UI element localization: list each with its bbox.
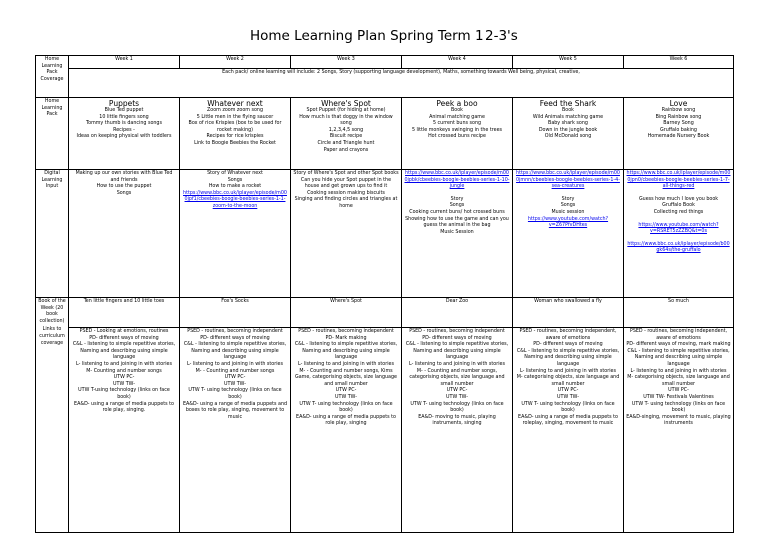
curriculum-line: PD- Mark making [325,335,367,341]
curriculum-line: M- - Counting and number songs, Kims Game, categorising objects, size language and small number [295,368,397,387]
pack-title: Whatever next [207,99,263,108]
curriculum-line: PD- different ways of moving [533,342,603,348]
book-cell: Dear Zoo [402,298,513,328]
curriculum-line: C&L - listening to simple repetitive stories, Naming and describing using simple language [183,342,287,361]
curriculum-line: EA&D-singing, movement to music, playing instruments [626,414,731,427]
pack-line: Down in the jungle book [538,127,598,133]
curriculum-line: UTW PC- [668,388,689,394]
curriculum-cell [513,328,624,533]
pack-cell [624,98,734,170]
digital-cell [291,170,402,298]
book-cell: So much [624,298,734,328]
plan-title: Home Learning Plan Spring Term 1 [250,28,484,44]
pack-line: Ideas on keeping physical with toddlers [76,134,172,140]
digital-line: How to use the puppet [96,184,152,190]
curriculum-line: EA&D- moving to music, playing instruments, singing [418,414,496,427]
digital-line: Story [561,196,575,202]
pack-cell [69,98,180,170]
gruffalo-link[interactable]: https://www.bbc.co.uk/iplayer/episode/b00gk64s/the-gruffalo [627,241,730,254]
digital-line: Cooking current buns/ hot crossed buns [409,209,505,215]
curriculum-line: UTW TW- [557,394,579,400]
book-cell: Fox's Socks [180,298,291,328]
pack-cell [180,98,291,170]
curriculum-line: EA&D- using a range of media puppets to role play, singing. [74,401,174,414]
curriculum-line: L- listening to and joining in with stories [520,368,616,374]
pack-line: Spot Puppet (for hiding at home) [306,108,386,113]
curriculum-line: PSED - routines, becoming independent, aware of emotions [519,329,617,341]
curriculum-line: UTW T- using technology (links on face book) [188,388,282,400]
pack-line: Recipes - [113,127,135,133]
week-header: Week 3 [291,56,402,69]
book-cell: Woman who swallowed a fly [513,298,624,328]
digital-line: Singing and finding circles and triangles at home [294,197,398,209]
curriculum-line: UTW TW- [113,381,135,387]
pack-line: Paper and crayons [323,147,369,153]
curriculum-cell [180,328,291,533]
curriculum-line: EA&D- using a range of media puppets and boxes to role play, singing, movement to music [182,401,288,420]
boogie-beebies-link[interactable]: https://www.bbc.co.uk/iplayer/episode/m000jpbk/cbeebies-boogie-beebies-series-1-10-jungle [404,171,510,190]
curriculum-line: M- - Counting and number songs [195,368,275,374]
label-book-text: Book of the Week (20 book collection) [38,299,66,324]
curriculum-line: UTW T- using technology (links on face book) [299,401,393,414]
curriculum-line: C&L - listening to simple repetitive stories, Naming and describing using simple language [405,342,509,361]
curriculum-line: PSED - Looking at emotions, routines [79,329,169,334]
curriculum-line: PSED - routines, becoming independent [409,329,505,334]
pack-title: Puppets [108,99,140,108]
digital-cell [69,170,180,298]
digital-line: Songs [560,203,576,209]
pack-line: Hot crossed buns recipe [428,134,486,140]
pack-line: 5 little monkeys swinging in the trees [411,127,503,133]
label-curriculum-text: Links to curriculum coverage [39,327,65,346]
curriculum-line: PD- different ways of moving [200,335,270,341]
pack-line: Bing Rainbow song [655,114,702,120]
pack-line: Book [562,108,574,113]
curriculum-line: PD- different ways of moving, mark making [626,342,731,348]
week-header: Week 4 [402,56,513,69]
pack-line: Circle and Triangle hunt [317,140,375,146]
digital-line: Story of Where's Spot and other Spot books [293,171,399,176]
digital-line: Guess how much I love you book [638,196,719,202]
pack-line: Biscuit recipe [329,134,363,140]
digital-line: Songs [227,177,243,183]
digital-row [36,170,734,298]
coverage-row [36,69,734,98]
pack-title: Where's Spot [321,99,371,108]
curriculum-line: PSED - routines, becoming independent [187,329,283,334]
book-cell: Ten little fingers and 10 little toes [69,298,180,328]
pack-line: Homemade Nursery Book [647,134,710,140]
curriculum-line: UTW T- using technology (links on face book) [521,401,615,414]
youtube-link[interactable]: https://www.youtube.com/watch?v=Z67PfvDHtes [527,216,609,229]
digital-line: Songs [449,203,465,209]
boogie-beebies-link[interactable]: https://www.bbc.co.uk/iplayer/episode/m000jmnn/cbeebies-boogie-beebies-series-1-4-sea-creatures [516,171,620,190]
digital-cell [180,170,291,298]
label-pack: Home Learning Pack [36,98,69,170]
curriculum-cell [69,328,180,533]
curriculum-line: M- categorising objects, size language and small number [627,375,730,387]
curriculum-line: M- - Counting and number songs, categorising objects, size language and small number [409,368,505,387]
curriculum-cell [624,328,734,533]
curriculum-line: UTW PC- [224,375,246,381]
plan-table [35,55,734,533]
pack-title: Peek a boo [436,99,478,108]
curriculum-line: UTW PC- [446,388,468,394]
week-header: Week 1 [69,56,180,69]
pack-row [36,98,734,170]
curriculum-cell [291,328,402,533]
age-group: 2-3's [485,28,518,44]
pack-line: Barney Song [663,121,694,127]
pack-line: Link to Boogie Beebies the Rocket [194,140,276,146]
digital-line: Cooking session making biscuits [307,190,385,196]
pack-line: Tommy thumb is dancing songs [86,121,162,127]
pack-cell [291,98,402,170]
header-row [36,56,734,69]
curriculum-line: C&L - listening to simple repetitive stories, Naming and describing using simple language [72,342,176,361]
book-row [36,298,734,328]
curriculum-line: UTW T- using technology (links on face book) [410,401,504,414]
digital-line: Gruffalo Book [662,203,695,209]
book-cell: Where's Spot [291,298,402,328]
pack-line: 5 current buns song [432,121,482,127]
week-header: Week 2 [180,56,291,69]
digital-line: Can you hide your Spot puppet in the house and get grown ups to find it [300,177,392,190]
pack-cell [402,98,513,170]
pack-line: Book [451,108,463,113]
pack-line: Recipes for rice krispies [206,134,264,140]
digital-line: Story [450,196,464,202]
curriculum-line: C&L - listening to simple repetitive stories, Naming and describing using simple language [516,348,620,367]
curriculum-line: UTW TW- Festivals Valentines [643,394,714,400]
digital-line: Showing how to use the game and can you guess the animal in the bag [405,216,509,229]
curriculum-line: L- listening to and joining in with stories [298,361,394,367]
curriculum-line: C&L - listening to simple repetitive stories, Naming and describing using simple language [294,342,398,361]
label-digital: Digital Learning Input [36,170,69,298]
pack-line: Zoom zoom zoom song [206,108,264,113]
curriculum-line: PD- different ways of moving [422,335,492,341]
digital-line: Making up our own stories with Blue Ted and friends [75,171,173,183]
pack-line: 1,2,3,4,5 song [328,127,364,133]
curriculum-line: PD- different ways of moving [89,335,159,341]
label-book [36,298,69,533]
pack-line: How much is that doggy in the window song [299,114,393,127]
curriculum-line: UTW TW- [446,394,468,400]
curriculum-line: UTW PC- [557,388,579,394]
curriculum-line: M- categorising objects, size language and small number [516,375,620,387]
pack-line: Wild Animals matching game [532,114,604,120]
pack-line: Gruffalo baking [660,127,697,133]
curriculum-line: C&L - listening to simple repetitive stories, Naming and describing using simple language [627,348,730,367]
pack-line: 5 Little men in the flying saucer [196,114,274,120]
pack-cell [513,98,624,170]
pack-line: Blue Ted puppet [104,108,144,113]
pack-line: 10 little fingers song [99,114,149,120]
youtube-link[interactable]: https://www.youtube.com/watch?v=RSRET5zZZBQ&t=0s [638,222,719,235]
coverage-text: Each pack/ online learning will include: 2 Songs, Story (supporting language development), Maths, something towards Well being, physical, creative, [69,69,734,98]
pack-line: Baby shark song [548,121,588,127]
digital-line: Songs [116,190,132,196]
curriculum-line: UTW T-using technology (links on face book) [78,388,170,400]
curriculum-row [36,328,734,533]
digital-cell [402,170,513,298]
pack-title: Feed the Shark [539,99,597,108]
boogie-beebies-link[interactable]: https://www.bbc.co.uk/iplayer/episode/m000jpn0/cbeebies-boogie-beebies-series-1-7-all-things-red [626,171,731,190]
digital-line: Collecting red things [653,209,704,215]
pack-title: Love [669,99,688,108]
curriculum-line: EA&D- using a range of media puppets to roleplay, singing, movement to music [518,414,618,427]
curriculum-line: UTW T- using technology (links on face book) [631,401,726,414]
curriculum-line: L- listening to and joining in with stories [630,368,727,374]
label-coverage: Home Learning Pack Coverage [36,56,69,98]
pack-line: Rainbow song [661,108,696,113]
week-header: Week 6 [624,56,734,69]
curriculum-line: L- listening to and joining in with stories [187,361,283,367]
curriculum-line: UTW PC- [335,388,357,394]
digital-line: Story of Whatever next [207,171,263,176]
pack-line: Old McDonald song [544,134,592,140]
page-title [0,28,768,48]
curriculum-cell [402,328,513,533]
curriculum-line: PSED - routines, becoming independent, aware of emotions [629,329,728,341]
boogie-beebies-link[interactable]: https://www.bbc.co.uk/iplayer/episode/m000jpf1/cbeebies-boogie-beebies-series-1-1-zoom-to-the-moon [183,190,287,209]
digital-line: How to make a rocket [208,184,262,190]
digital-cell [624,170,734,298]
digital-line: Music session [551,209,585,215]
curriculum-line: PSED - routines, becoming independent [298,329,394,334]
curriculum-line: L- listening to and joining in with stories [409,361,505,367]
curriculum-line: UTW TW- [335,394,357,400]
pack-line: Box of rice Krispies (box to be used for rocket making) [188,121,282,133]
curriculum-line: L- listening to and joining in with stories [76,361,172,367]
week-header: Week 5 [513,56,624,69]
pack-line: Animal matching game [429,114,485,120]
digital-line: Music Session [440,229,474,235]
digital-cell [513,170,624,298]
curriculum-line: EA&D- using a range of media puppets to role play, singing [296,414,396,427]
curriculum-line: M- Counting and number songs [86,368,162,374]
curriculum-line: UTW PC- [113,375,135,381]
curriculum-line: UTW TW- [224,381,246,387]
